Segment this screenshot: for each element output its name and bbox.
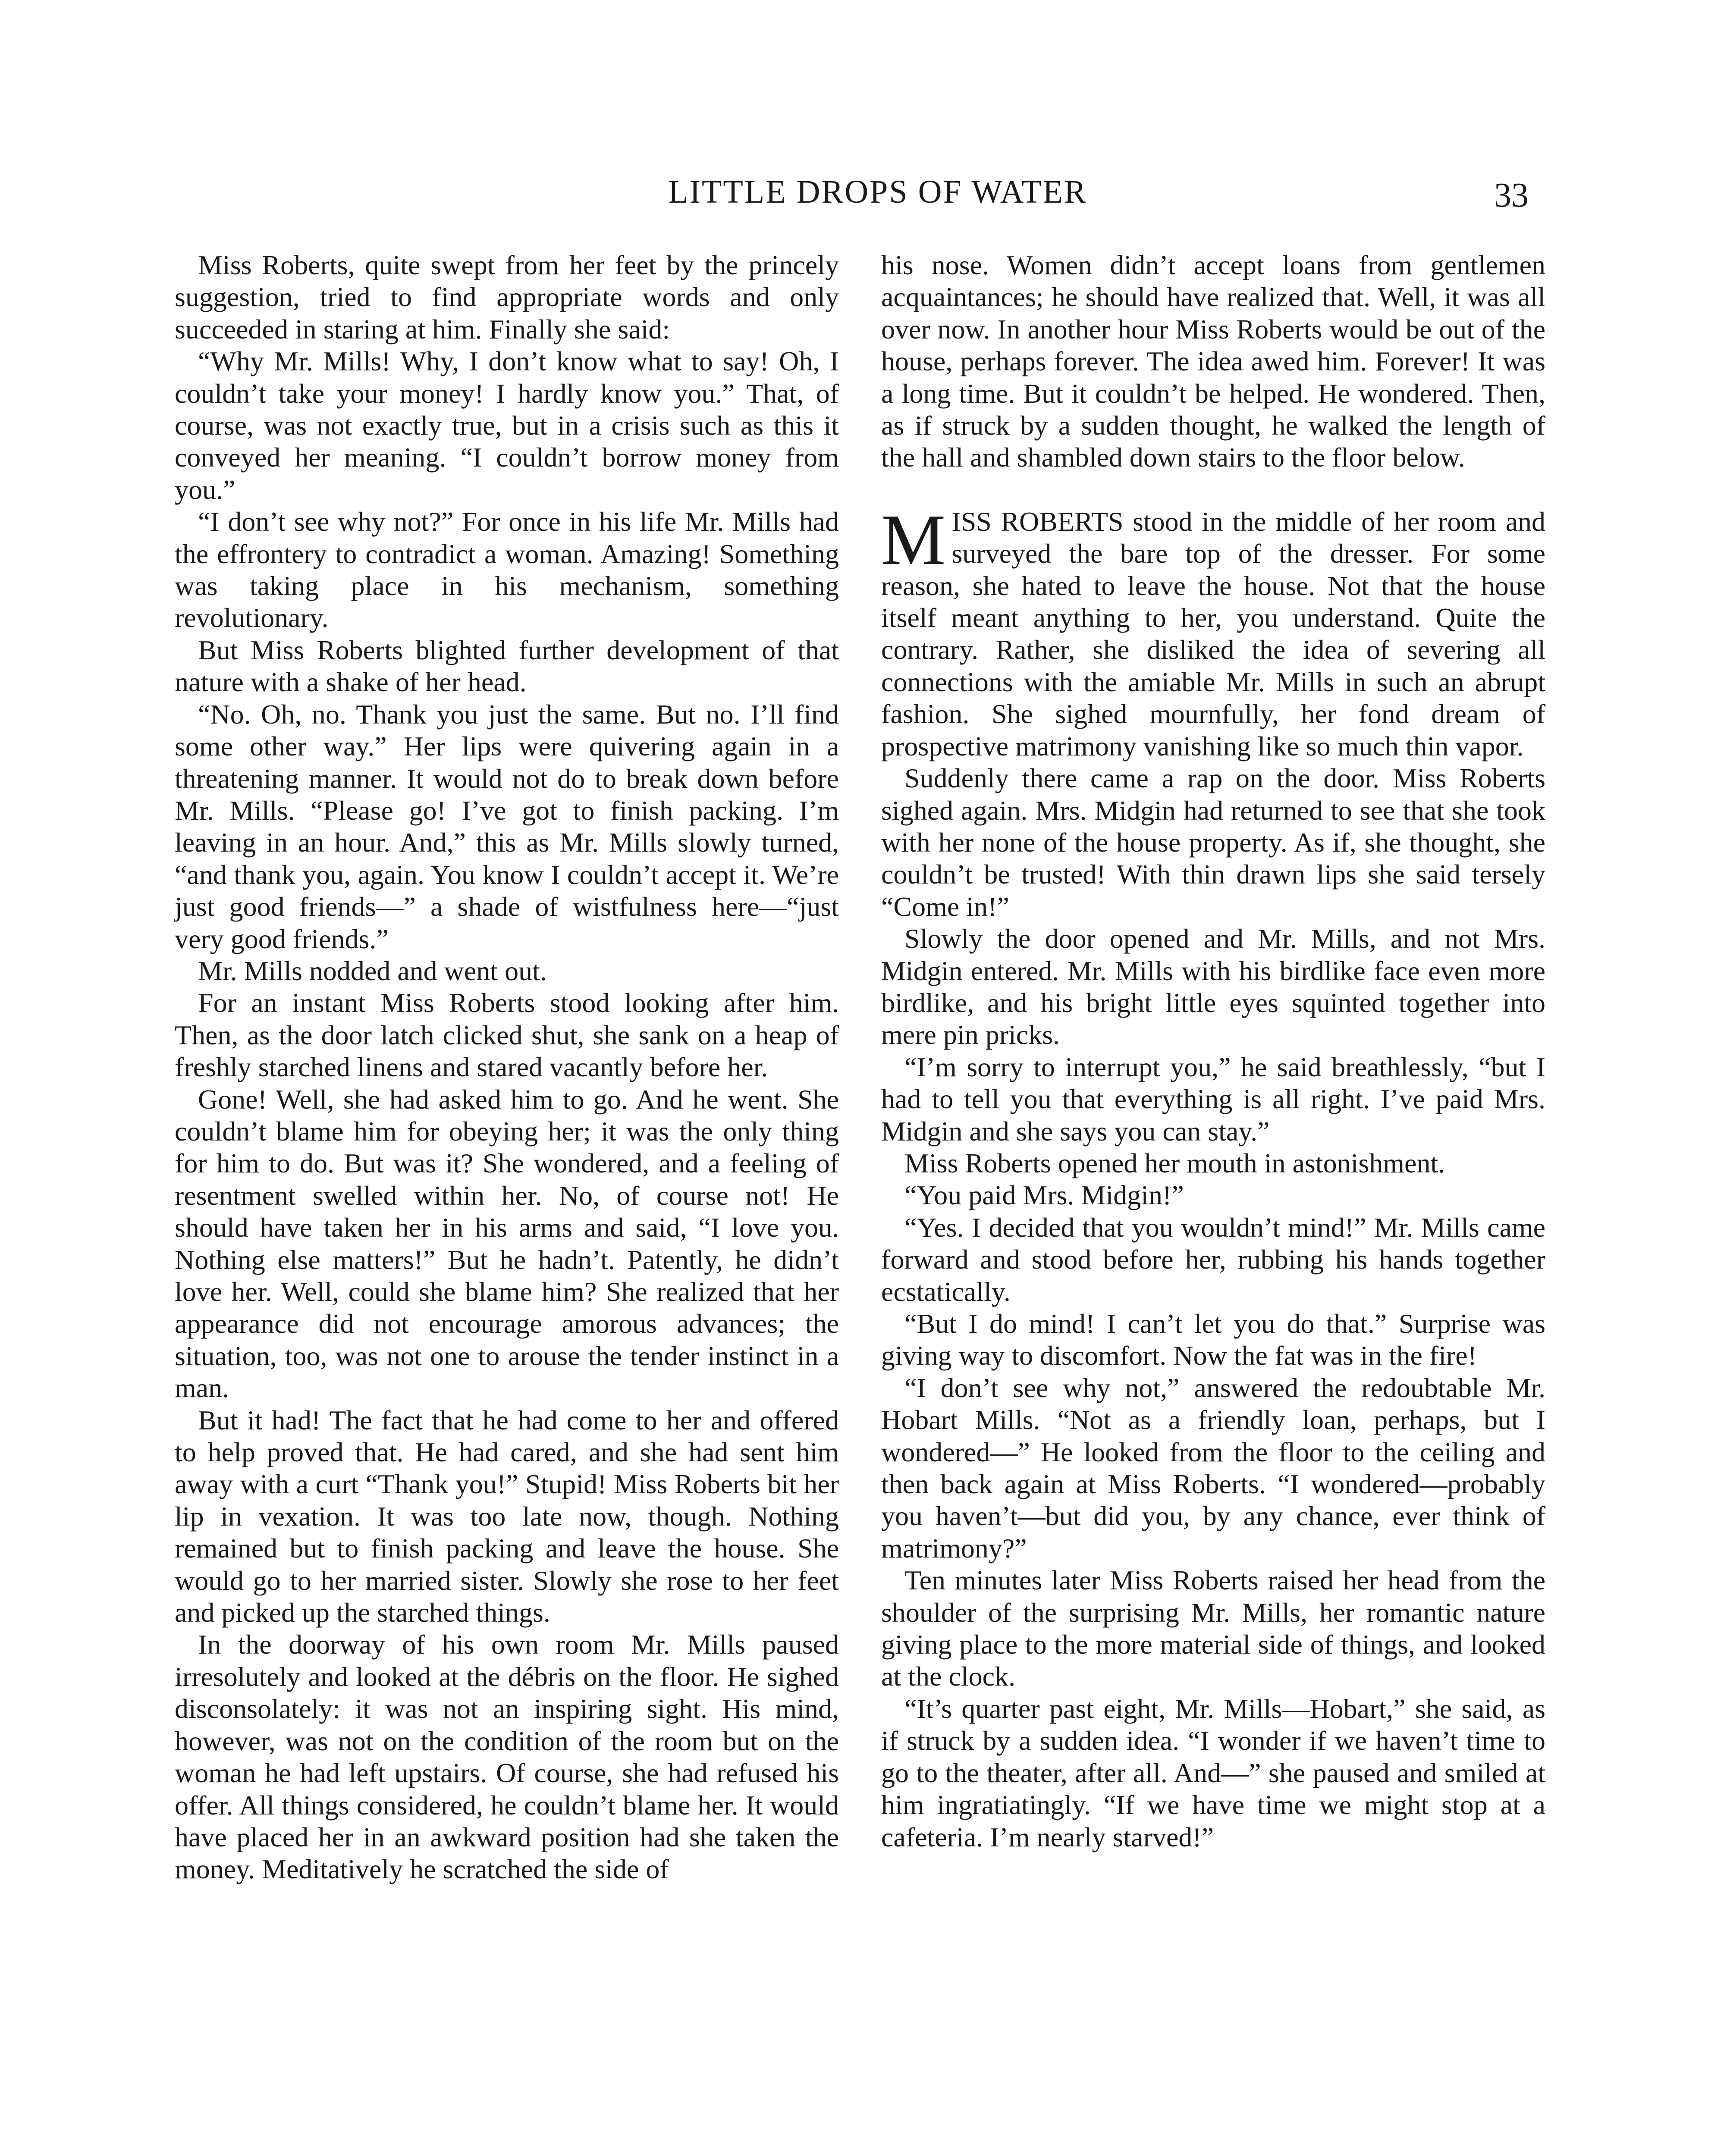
paragraph: “No. Oh, no. Thank you just the same. But no. I’ll find some other way.” Her lips were quivering again in a threatening manner. It would not do to break down before Mr. Mills. “Please go! I’ve got to finish packing. I’m leaving in an hour. And,” this as Mr. Mills slowly turned, “and thank you, again. You know I couldn’t accept it. We’re just good friends—” a shade of wistfulness here—“just very good friends.” bbox=[175, 699, 839, 954]
continued-paragraph: his nose. Women didn’t accept loans from gentlemen acquaintances; he should have realized that. Well, it was all over now. In another hour Miss Roberts would be out of the house, perhaps forever. The idea awed him. Forever! It was a long time. But it couldn’t be helped. He wondered. Then, as if struck by a sudden thought, he walked the length of the hall and shambled down stairs to the floor below. bbox=[881, 250, 1545, 473]
paragraph: Ten minutes later Miss Roberts raised her head from the shoulder of the surprising Mr. Mills, her romantic nature giving place to the more material side of things, and looked at the clock. bbox=[881, 1565, 1545, 1692]
page-number: 33 bbox=[1494, 176, 1529, 214]
drop-cap: M bbox=[881, 499, 946, 580]
paragraph: Mr. Mills nodded and went out. bbox=[198, 955, 547, 986]
paragraph: Slowly the door opened and Mr. Mills, and not Mrs. Midgin entered. Mr. Mills with his birdlike face even more birdlike, and his bright little eyes squinted together into mere pin pricks. bbox=[881, 923, 1545, 1050]
paragraph: Miss Roberts, quite swept from her feet by the princely suggestion, tried to find appropriate words and only succeeded in staring at him. Finally she said: bbox=[175, 250, 839, 345]
paragraph: “But I do mind! I can’t let you do that.” Surprise was giving way to discomfort. Now the fat was in the fire! bbox=[881, 1308, 1545, 1371]
paragraph: For an instant Miss Roberts stood looking after him. Then, as the door latch clicked shut, she sank on a heap of freshly starched linens and stared vacantly before her. bbox=[175, 987, 839, 1083]
paragraph: “I don’t see why not,” answered the redoubtable Mr. Hobart Mills. “Not as a friendly loan, perhaps, but I wondered—” He looked from the floor to the ceiling and then back again at Miss Roberts. “I wondered—probably you haven’t—but did you, by any chance, ever think of matrimony?” bbox=[881, 1372, 1545, 1564]
page-header bbox=[0, 166, 1727, 218]
paragraph: But Miss Roberts blighted further development of that nature with a shake of her head. bbox=[175, 634, 839, 698]
paragraph: “Yes. I decided that you wouldn’t mind!” Mr. Mills came forward and stood before her, rubbing his hands together ecstatically. bbox=[881, 1212, 1545, 1307]
paragraph: “I’m sorry to interrupt you,” he said breathlessly, “but I had to tell you that everything is all right. I’ve paid Mrs. Midgin and she says you can stay.” bbox=[881, 1051, 1545, 1147]
paragraph: Gone! Well, she had asked him to go. And he went. She couldn’t blame him for obeying her; it was the only thing for him to do. But was it? She wondered, and a feeling of resentment swelled within her. No, of course not! He should have taken her in his arms and said, “I love you. Nothing else matters!” But he hadn’t. Patently, he didn’t love her. Well, could she blame him? She realized that her appearance did not encourage amorous advances; the situation, too, was not one to arouse the tender instinct in a man. bbox=[175, 1084, 839, 1404]
section-opening-paragraph bbox=[881, 499, 1545, 762]
paragraph: Miss Roberts opened her mouth in astonishment. bbox=[904, 1147, 1445, 1178]
paragraph: “You paid Mrs. Midgin!” bbox=[904, 1180, 1184, 1211]
right-column bbox=[881, 249, 1545, 1853]
paragraph: “I don’t see why not?” For once in his life Mr. Mills had the effrontery to contradict a woman. Amazing! Something was taking place in his mechanism, something revolutionary. bbox=[175, 506, 839, 633]
paragraph: “Why Mr. Mills! Why, I don’t know what to say! Oh, I couldn’t take your money! I hardly know you.” That, of course, was not exactly true, but in a crisis such as this it conveyed her meaning. “I couldn’t borrow money from you.” bbox=[175, 346, 839, 505]
section-opening-text: ISS ROBERTS stood in the middle of her room and surveyed the bare top of the dresser. For some reason, she hated to leave the house. Not that the house itself meant anything to her, you understand. Quite the contrary. Rather, she disliked the idea of severing all connections with the amiable Mr. Mills in such an abrupt fashion. She sighed mournfully, her fond dream of prospective matrimony vanishing like so much thin vapor. bbox=[881, 506, 1545, 761]
left-column bbox=[175, 249, 839, 1886]
running-head: LITTLE DROPS OF WATER bbox=[668, 174, 1087, 210]
paragraph: In the doorway of his own room Mr. Mills paused irresolutely and looked at the débris on the floor. He sighed disconsolately: it was not an inspiring sight. His mind, however, was not on the condition of the room but on the woman he had left upstairs. Of course, she had refused his offer. All things considered, he couldn’t blame her. It would have placed her in an awkward position had she taken the money. Meditatively he scratched the side of bbox=[175, 1629, 839, 1885]
paragraph: “It’s quarter past eight, Mr. Mills—Hobart,” she said, as if struck by a sudden idea. “I wonder if we haven’t time to go to the theater, after all. And—” she paused and smiled at him ingratiatingly. “If we have time we might stop at a cafeteria. I’m nearly starved!” bbox=[881, 1693, 1545, 1852]
paragraph: But it had! The fact that he had come to her and offered to help proved that. He had cared, and she had sent him away with a curt “Thank you!” Stupid! Miss Roberts bit her lip in vexation. It was too late now, though. Nothing remained but to finish packing and leave the house. She would go to her married sister. Slowly she rose to her feet and picked up the starched things. bbox=[175, 1404, 839, 1628]
paragraph: Suddenly there came a rap on the door. Miss Roberts sighed again. Mrs. Midgin had returned to see that she took with her none of the house property. As if, she thought, she couldn’t be trusted! With thin drawn lips she said tersely “Come in!” bbox=[881, 763, 1545, 922]
